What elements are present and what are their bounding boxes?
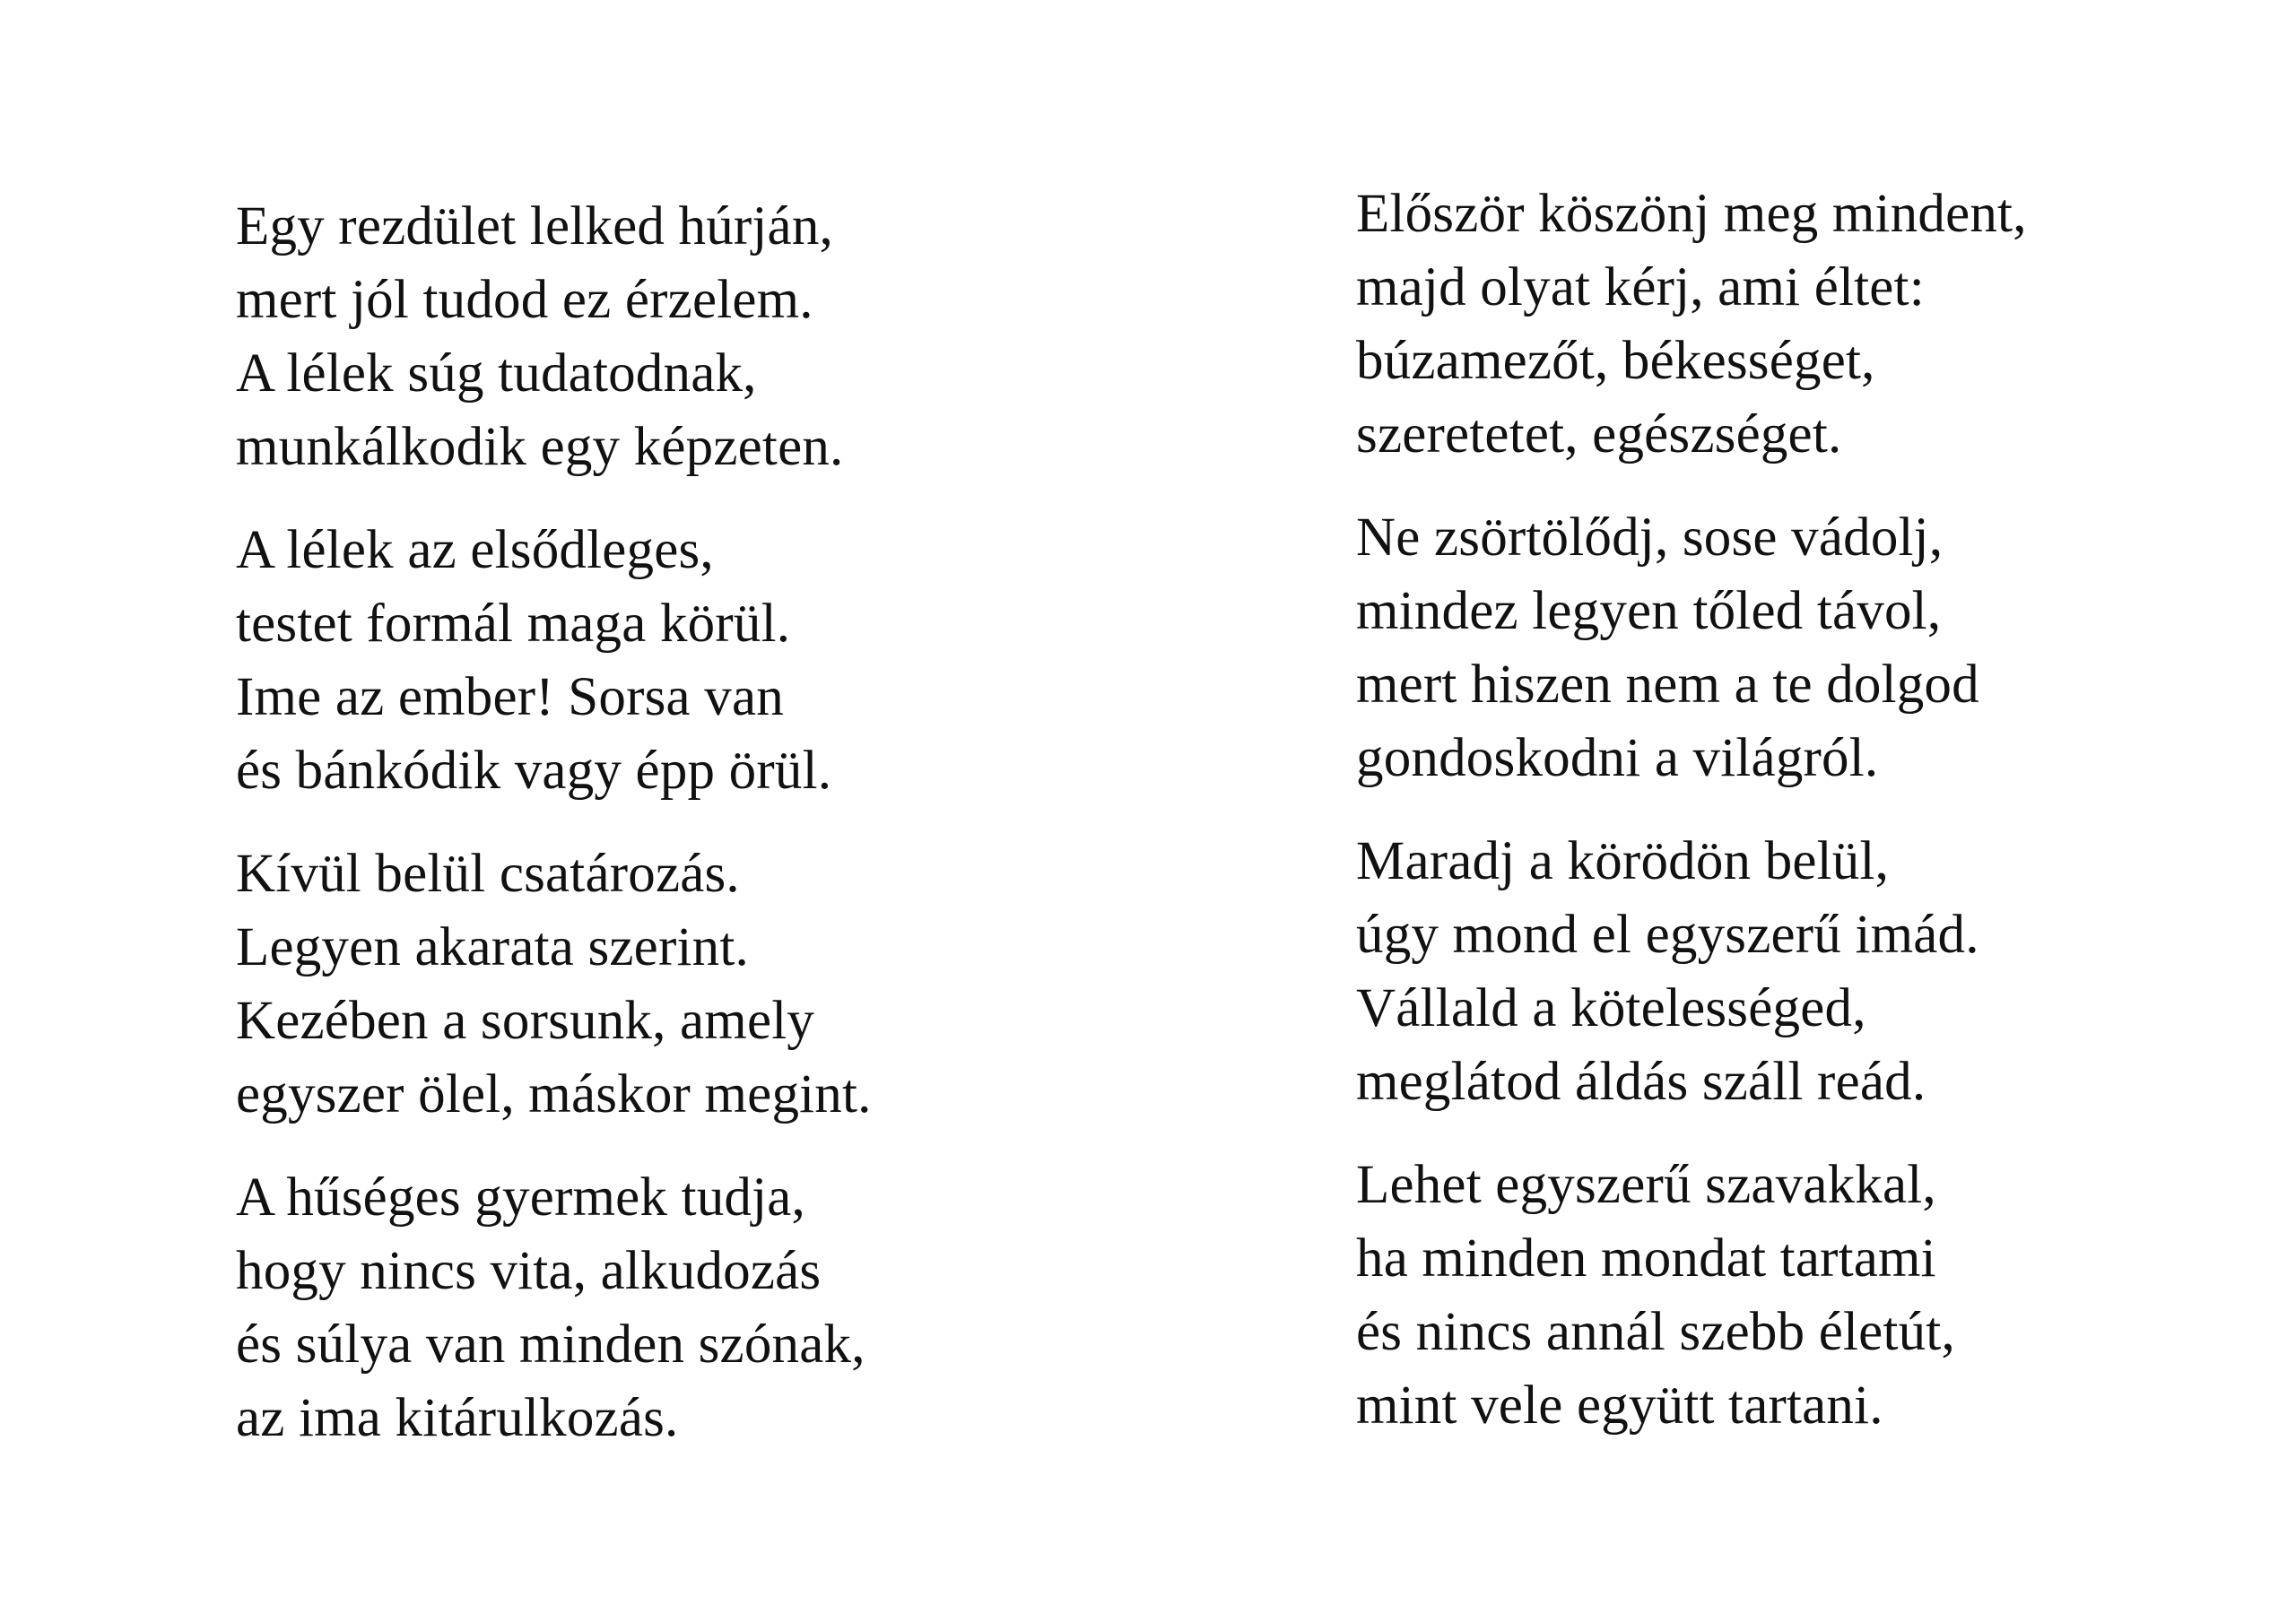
poem-line: Legyen akarata szerint. xyxy=(236,917,749,977)
poem-line: majd olyat kérj, ami éltet: xyxy=(1356,257,1925,317)
poem-line: A hűséges gyermek tudja, xyxy=(236,1167,805,1228)
stanza xyxy=(236,838,872,1132)
stanza xyxy=(236,190,872,484)
poem-line: mint vele együtt tartani. xyxy=(1356,1376,1883,1436)
stanza xyxy=(1356,825,2027,1119)
poem-line: mert jól tudod ez érzelem. xyxy=(236,270,813,330)
poem-line: Kívül belül csatározás. xyxy=(236,844,740,904)
poem-line: és nincs annál szebb életút, xyxy=(1356,1302,1955,1362)
poem-line: Kezében a sorsunk, amely xyxy=(236,991,815,1051)
poem-line: hogy nincs vita, alkudozás xyxy=(236,1241,822,1301)
poem-line: meglátod áldás száll reád. xyxy=(1356,1052,1926,1112)
stanza xyxy=(236,1161,872,1455)
poem-line: munkálkodik egy képzeten. xyxy=(236,417,844,477)
poem-column-right xyxy=(1356,178,2027,1472)
stanza xyxy=(1356,501,2027,795)
poem-line: mert hiszen nem a te dolgod xyxy=(1356,655,1979,715)
poem-line: és súlya van minden szónak, xyxy=(236,1315,865,1375)
poem-line: Ime az ember! Sorsa van xyxy=(236,667,784,727)
poem-line: úgy mond el egyszerű imád. xyxy=(1356,905,1979,965)
stanza xyxy=(236,514,872,808)
poem-line: búzamezőt, békességet, xyxy=(1356,331,1875,391)
poem-line: ha minden mondat tartami xyxy=(1356,1228,1936,1289)
poem-column-left xyxy=(236,190,872,1485)
poem-line: és bánkódik vagy épp örül. xyxy=(236,741,832,801)
poem-line: Egy rezdület lelked húrján, xyxy=(236,196,833,256)
poem-line: az ima kitárulkozás. xyxy=(236,1388,679,1448)
poem-line: szeretetet, egészséget. xyxy=(1356,404,1842,464)
poem-line: A lélek súg tudatodnak, xyxy=(236,343,757,404)
poem-line: Először köszönj meg mindent, xyxy=(1356,184,2027,244)
poem-line: egyszer ölel, máskor megint. xyxy=(236,1064,872,1124)
poem-line: mindez legyen tőled távol, xyxy=(1356,581,1942,641)
poem-line: gondoskodni a világról. xyxy=(1356,728,1879,788)
poem-line: Ne zsörtölődj, sose vádolj, xyxy=(1356,508,1944,568)
poem-line: Maradj a körödön belül, xyxy=(1356,831,1890,891)
poem-line: Lehet egyszerű szavakkal, xyxy=(1356,1155,1936,1215)
poem-line: A lélek az elsődleges, xyxy=(236,520,714,580)
poem-line: testet formál maga körül. xyxy=(236,594,791,654)
stanza xyxy=(1356,1149,2027,1443)
stanza xyxy=(1356,178,2027,472)
poem-line: Vállald a kötelességed, xyxy=(1356,978,1866,1038)
